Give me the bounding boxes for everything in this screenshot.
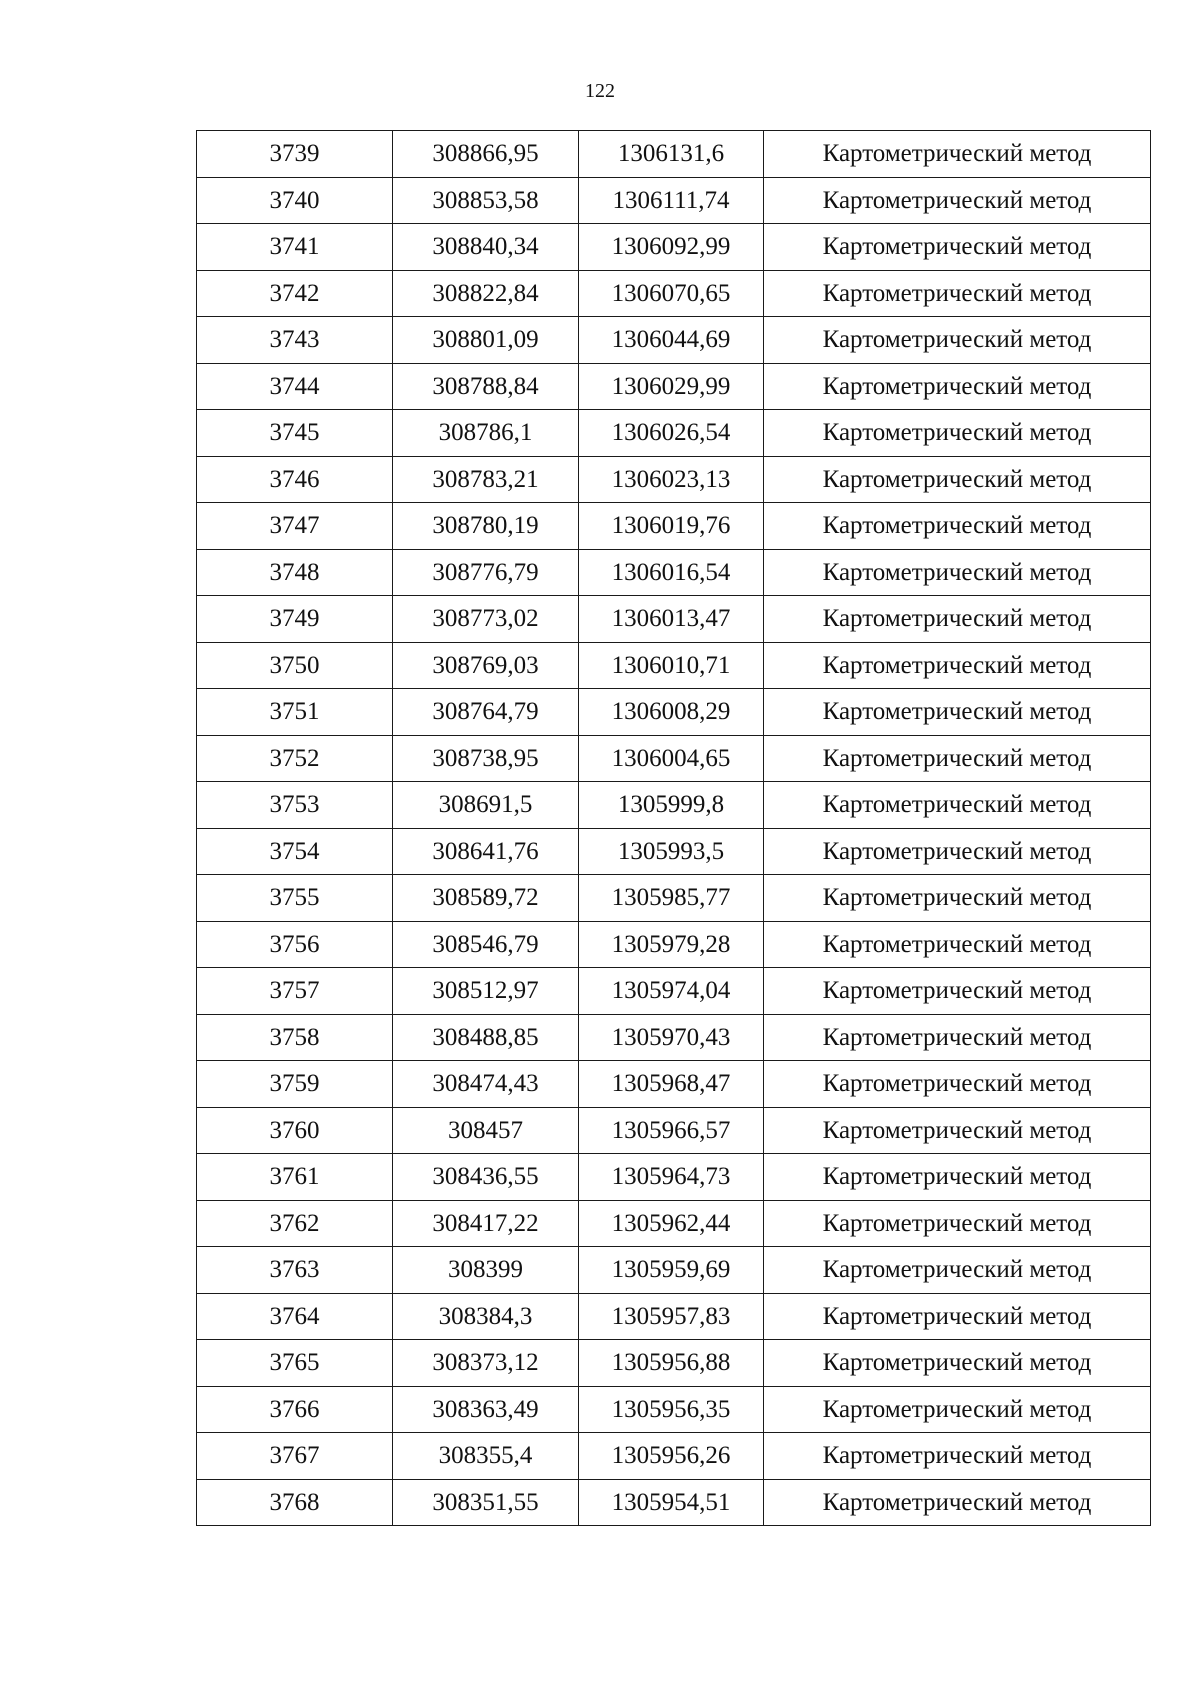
coordinates-table: [196, 130, 1151, 1526]
point-number-cell: 3765: [197, 1340, 393, 1387]
point-number-cell: 3741: [197, 224, 393, 271]
x-coordinate-cell: 308773,02: [393, 596, 579, 643]
point-number-cell: 3753: [197, 782, 393, 829]
point-number-cell: 3755: [197, 875, 393, 922]
x-coordinate-cell: 308355,4: [393, 1433, 579, 1480]
point-number-cell: 3744: [197, 363, 393, 410]
table-row: [197, 131, 1151, 178]
point-number-cell: 3743: [197, 317, 393, 364]
point-number-cell: 3752: [197, 735, 393, 782]
table-row: [197, 689, 1151, 736]
x-coordinate-cell: 308738,95: [393, 735, 579, 782]
table-row: [197, 1200, 1151, 1247]
y-coordinate-cell: 1305985,77: [579, 875, 764, 922]
y-coordinate-cell: 1306044,69: [579, 317, 764, 364]
y-coordinate-cell: 1305957,83: [579, 1293, 764, 1340]
y-coordinate-cell: 1306016,54: [579, 549, 764, 596]
table-row: [197, 177, 1151, 224]
table-row: [197, 875, 1151, 922]
x-coordinate-cell: 308436,55: [393, 1154, 579, 1201]
y-coordinate-cell: 1305954,51: [579, 1479, 764, 1526]
x-coordinate-cell: 308363,49: [393, 1386, 579, 1433]
point-number-cell: 3768: [197, 1479, 393, 1526]
x-coordinate-cell: 308512,97: [393, 968, 579, 1015]
x-coordinate-cell: 308840,34: [393, 224, 579, 271]
point-number-cell: 3767: [197, 1433, 393, 1480]
x-coordinate-cell: 308764,79: [393, 689, 579, 736]
table-row: [197, 456, 1151, 503]
y-coordinate-cell: 1305974,04: [579, 968, 764, 1015]
method-cell: Картометрический метод: [764, 1293, 1151, 1340]
y-coordinate-cell: 1306019,76: [579, 503, 764, 550]
y-coordinate-cell: 1305962,44: [579, 1200, 764, 1247]
point-number-cell: 3751: [197, 689, 393, 736]
method-cell: Картометрический метод: [764, 1061, 1151, 1108]
method-cell: Картометрический метод: [764, 735, 1151, 782]
y-coordinate-cell: 1305999,8: [579, 782, 764, 829]
method-cell: Картометрический метод: [764, 1247, 1151, 1294]
y-coordinate-cell: 1306008,29: [579, 689, 764, 736]
y-coordinate-cell: 1305956,26: [579, 1433, 764, 1480]
x-coordinate-cell: 308783,21: [393, 456, 579, 503]
x-coordinate-cell: 308474,43: [393, 1061, 579, 1108]
method-cell: Картометрический метод: [764, 131, 1151, 178]
y-coordinate-cell: 1306070,65: [579, 270, 764, 317]
point-number-cell: 3758: [197, 1014, 393, 1061]
table-row: [197, 1386, 1151, 1433]
x-coordinate-cell: 308822,84: [393, 270, 579, 317]
table-row: [197, 549, 1151, 596]
table-row: [197, 735, 1151, 782]
table-row: [197, 921, 1151, 968]
point-number-cell: 3749: [197, 596, 393, 643]
method-cell: Картометрический метод: [764, 1433, 1151, 1480]
table-row: [197, 1154, 1151, 1201]
point-number-cell: 3761: [197, 1154, 393, 1201]
method-cell: Картометрический метод: [764, 177, 1151, 224]
y-coordinate-cell: 1306023,13: [579, 456, 764, 503]
x-coordinate-cell: 308384,3: [393, 1293, 579, 1340]
table-row: [197, 1107, 1151, 1154]
method-cell: Картометрический метод: [764, 968, 1151, 1015]
point-number-cell: 3760: [197, 1107, 393, 1154]
table-row: [197, 1340, 1151, 1387]
point-number-cell: 3759: [197, 1061, 393, 1108]
x-coordinate-cell: 308769,03: [393, 642, 579, 689]
table-row: [197, 1014, 1151, 1061]
table-row: [197, 642, 1151, 689]
method-cell: Картометрический метод: [764, 782, 1151, 829]
y-coordinate-cell: 1305966,57: [579, 1107, 764, 1154]
y-coordinate-cell: 1306029,99: [579, 363, 764, 410]
y-coordinate-cell: 1305956,88: [579, 1340, 764, 1387]
table-row: [197, 503, 1151, 550]
y-coordinate-cell: 1306026,54: [579, 410, 764, 457]
table-row: [197, 782, 1151, 829]
x-coordinate-cell: 308417,22: [393, 1200, 579, 1247]
table-row: [197, 968, 1151, 1015]
point-number-cell: 3739: [197, 131, 393, 178]
x-coordinate-cell: 308351,55: [393, 1479, 579, 1526]
point-number-cell: 3745: [197, 410, 393, 457]
table-row: [197, 1479, 1151, 1526]
y-coordinate-cell: 1306131,6: [579, 131, 764, 178]
x-coordinate-cell: 308801,09: [393, 317, 579, 364]
point-number-cell: 3748: [197, 549, 393, 596]
y-coordinate-cell: 1305993,5: [579, 828, 764, 875]
x-coordinate-cell: 308853,58: [393, 177, 579, 224]
method-cell: Картометрический метод: [764, 1479, 1151, 1526]
x-coordinate-cell: 308641,76: [393, 828, 579, 875]
y-coordinate-cell: 1305970,43: [579, 1014, 764, 1061]
method-cell: Картометрический метод: [764, 875, 1151, 922]
point-number-cell: 3754: [197, 828, 393, 875]
point-number-cell: 3756: [197, 921, 393, 968]
point-number-cell: 3740: [197, 177, 393, 224]
method-cell: Картометрический метод: [764, 363, 1151, 410]
method-cell: Картометрический метод: [764, 921, 1151, 968]
point-number-cell: 3762: [197, 1200, 393, 1247]
method-cell: Картометрический метод: [764, 549, 1151, 596]
y-coordinate-cell: 1305956,35: [579, 1386, 764, 1433]
x-coordinate-cell: 308399: [393, 1247, 579, 1294]
point-number-cell: 3764: [197, 1293, 393, 1340]
point-number-cell: 3766: [197, 1386, 393, 1433]
method-cell: Картометрический метод: [764, 828, 1151, 875]
point-number-cell: 3746: [197, 456, 393, 503]
point-number-cell: 3763: [197, 1247, 393, 1294]
x-coordinate-cell: 308373,12: [393, 1340, 579, 1387]
y-coordinate-cell: 1306010,71: [579, 642, 764, 689]
y-coordinate-cell: 1306092,99: [579, 224, 764, 271]
method-cell: Картометрический метод: [764, 1154, 1151, 1201]
y-coordinate-cell: 1306013,47: [579, 596, 764, 643]
y-coordinate-cell: 1305959,69: [579, 1247, 764, 1294]
table-row: [197, 363, 1151, 410]
point-number-cell: 3742: [197, 270, 393, 317]
method-cell: Картометрический метод: [764, 224, 1151, 271]
y-coordinate-cell: 1306111,74: [579, 177, 764, 224]
point-number-cell: 3750: [197, 642, 393, 689]
method-cell: Картометрический метод: [764, 1200, 1151, 1247]
page-number: 122: [585, 80, 615, 102]
x-coordinate-cell: 308866,95: [393, 131, 579, 178]
point-number-cell: 3757: [197, 968, 393, 1015]
table-row: [197, 1247, 1151, 1294]
y-coordinate-cell: 1306004,65: [579, 735, 764, 782]
method-cell: Картометрический метод: [764, 689, 1151, 736]
method-cell: Картометрический метод: [764, 1014, 1151, 1061]
method-cell: Картометрический метод: [764, 596, 1151, 643]
x-coordinate-cell: 308457: [393, 1107, 579, 1154]
method-cell: Картометрический метод: [764, 456, 1151, 503]
x-coordinate-cell: 308780,19: [393, 503, 579, 550]
coordinates-table-body: [197, 131, 1151, 1526]
x-coordinate-cell: 308776,79: [393, 549, 579, 596]
method-cell: Картометрический метод: [764, 1340, 1151, 1387]
x-coordinate-cell: 308488,85: [393, 1014, 579, 1061]
x-coordinate-cell: 308546,79: [393, 921, 579, 968]
x-coordinate-cell: 308589,72: [393, 875, 579, 922]
y-coordinate-cell: 1305968,47: [579, 1061, 764, 1108]
table-row: [197, 270, 1151, 317]
method-cell: Картометрический метод: [764, 1107, 1151, 1154]
method-cell: Картометрический метод: [764, 317, 1151, 364]
table-row: [197, 1061, 1151, 1108]
table-row: [197, 1433, 1151, 1480]
x-coordinate-cell: 308691,5: [393, 782, 579, 829]
x-coordinate-cell: 308788,84: [393, 363, 579, 410]
table-row: [197, 1293, 1151, 1340]
table-row: [197, 224, 1151, 271]
x-coordinate-cell: 308786,1: [393, 410, 579, 457]
method-cell: Картометрический метод: [764, 642, 1151, 689]
table-row: [197, 828, 1151, 875]
method-cell: Картометрический метод: [764, 1386, 1151, 1433]
point-number-cell: 3747: [197, 503, 393, 550]
y-coordinate-cell: 1305979,28: [579, 921, 764, 968]
table-row: [197, 596, 1151, 643]
method-cell: Картометрический метод: [764, 503, 1151, 550]
method-cell: Картометрический метод: [764, 410, 1151, 457]
table-row: [197, 317, 1151, 364]
table-row: [197, 410, 1151, 457]
y-coordinate-cell: 1305964,73: [579, 1154, 764, 1201]
method-cell: Картометрический метод: [764, 270, 1151, 317]
